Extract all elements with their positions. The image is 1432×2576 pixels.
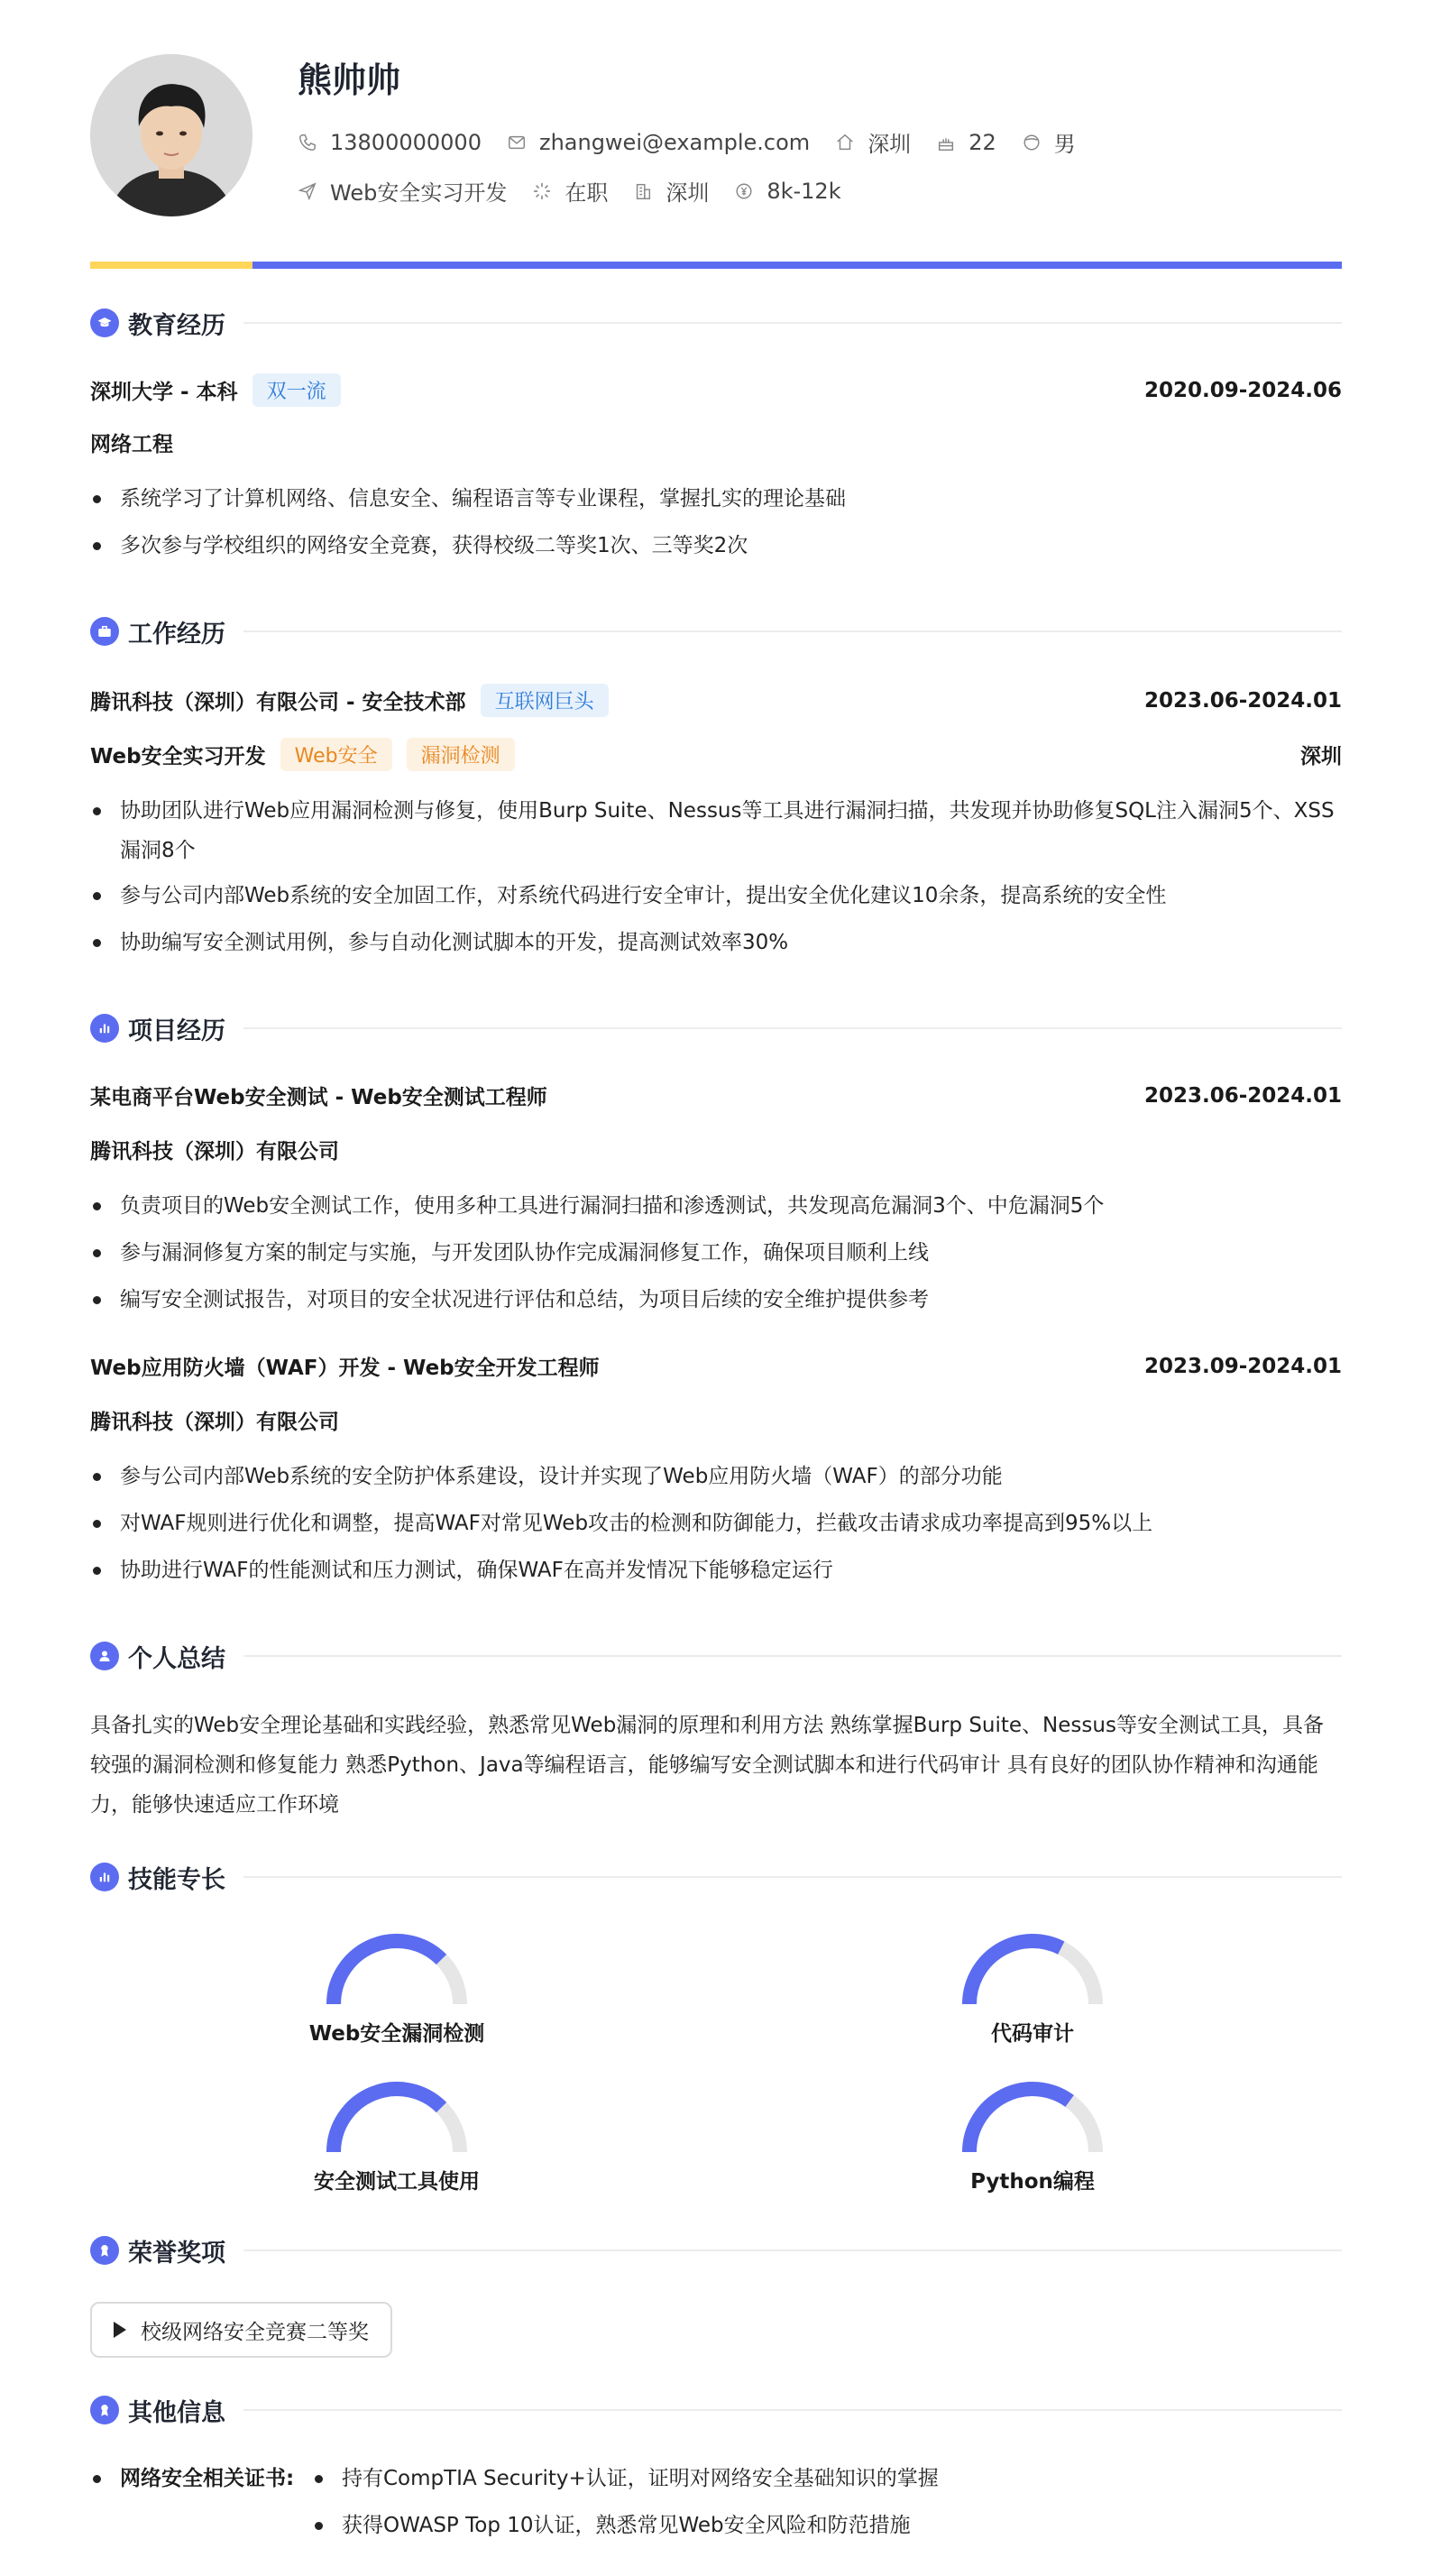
education-date: 2020.09-2024.06 xyxy=(1143,378,1342,402)
skill-gauge xyxy=(870,1921,1195,2047)
work-position-row xyxy=(90,738,1342,771)
section-projects-title: 项目经历 xyxy=(128,1017,225,1045)
list-item: 参与公司内部Web系统的安全加固工作，对系统代码进行安全审计，提出安全优化建议10余条，提高系统的安全性 xyxy=(90,876,1342,915)
status-item xyxy=(532,175,608,207)
bar-chart-icon xyxy=(90,1863,119,1891)
section-summary-title: 个人总结 xyxy=(128,1644,225,1673)
job-target-item xyxy=(298,175,507,207)
section-education-title: 教育经历 xyxy=(128,311,225,340)
home-icon xyxy=(835,133,855,152)
skill-gauge-arc xyxy=(951,2069,1114,2159)
section-projects-header xyxy=(90,1012,1342,1044)
section-divider xyxy=(243,1876,1342,1878)
graduation-cap-icon xyxy=(90,308,119,337)
gender-text: 男 xyxy=(1053,132,1076,157)
yen-coin-icon xyxy=(734,181,754,201)
list-item: 获得OWASP Top 10认证，熟悉常见Web安全风险和防范措施 xyxy=(312,2506,911,2545)
other-info-key: 网络安全相关证书: xyxy=(90,2459,294,2498)
project-date: 2023.09-2024.01 xyxy=(1143,1354,1342,1378)
header-divider-accent xyxy=(90,262,252,269)
gender-item xyxy=(1022,126,1076,158)
position-tag: Web安全 xyxy=(280,738,392,771)
project-company-row xyxy=(90,1135,1342,1164)
phone-icon xyxy=(298,133,317,152)
school-degree: 深圳大学 - 本科 xyxy=(90,381,238,404)
section-education-header xyxy=(90,307,1342,339)
project-header-row xyxy=(90,1081,1342,1110)
company-tag: 互联网巨头 xyxy=(481,684,609,717)
mail-icon xyxy=(507,133,527,152)
work-date: 2023.06-2024.01 xyxy=(1143,688,1342,713)
section-work-header xyxy=(90,615,1342,648)
project-name-role: 某电商平台Web安全测试 - Web安全测试工程师 xyxy=(90,1086,547,1109)
education-major-row xyxy=(90,428,1342,457)
briefcase-icon xyxy=(90,617,119,646)
skill-gauge-arc xyxy=(951,1921,1114,2011)
project-name-role: Web应用防火墙（WAF）开发 - Web安全开发工程师 xyxy=(90,1357,600,1380)
target-city-item xyxy=(633,175,709,207)
age-text: 22 xyxy=(968,129,996,155)
skill-gauge-arc xyxy=(316,2069,478,2159)
section-honors-title: 荣誉奖项 xyxy=(128,2239,225,2268)
paper-plane-icon xyxy=(298,181,317,201)
section-honors-header xyxy=(90,2234,1342,2267)
list-item: 协助进行WAF的性能测试和压力测试，确保WAF在高并发情况下能够稳定运行 xyxy=(90,1550,1342,1590)
list-item: 协助团队进行Web应用漏洞检测与修复，使用Burp Suite、Nessus等工具进行漏洞扫描，共发现并协助修复SQL注入漏洞5个、XSS漏洞8个 xyxy=(90,791,1342,870)
status-spinner-icon xyxy=(532,181,552,201)
contact-row xyxy=(298,126,1101,158)
list-item: 参与公司内部Web系统的安全防护体系建设，设计并实现了Web应用防火墙（WAF）的部分功能 xyxy=(90,1457,1342,1496)
list-item: 多次参与学校组织的网络安全竞赛，获得校级二等奖1次、三等奖2次 xyxy=(90,526,1342,566)
project-date: 2023.06-2024.01 xyxy=(1143,1083,1342,1108)
section-summary-header xyxy=(90,1640,1342,1672)
job-intent-row xyxy=(298,175,867,207)
section-divider xyxy=(243,2249,1342,2251)
job-target-text: Web安全实习开发 xyxy=(330,180,508,206)
list-item: 编写安全测试报告，对项目的安全状况进行评估和总结，为项目后续的安全维护提供参考 xyxy=(90,1280,1342,1320)
phone-item xyxy=(298,130,482,155)
skill-gauge xyxy=(234,1921,559,2047)
phone-text: 13800000000 xyxy=(330,129,482,155)
list-item: 负责项目的Web安全测试工作，使用多种工具进行漏洞扫描和渗透测试，共发现高危漏洞3个、中危漏洞5个 xyxy=(90,1186,1342,1226)
section-divider xyxy=(243,1027,1342,1029)
project-company: 腾讯科技（深圳）有限公司 xyxy=(90,1411,339,1434)
play-triangle-icon xyxy=(114,2322,126,2338)
education-school-row xyxy=(90,373,1342,407)
target-city-text: 深圳 xyxy=(666,180,710,206)
section-divider xyxy=(243,1655,1342,1657)
work-location: 深圳 xyxy=(1300,745,1342,768)
salary-item xyxy=(734,179,840,204)
email-item xyxy=(507,130,810,155)
section-other-header xyxy=(90,2394,1342,2426)
building-icon xyxy=(633,181,653,201)
gender-icon xyxy=(1022,133,1042,152)
skill-gauge xyxy=(234,2069,559,2194)
list-item: 对WAF规则进行优化和调整，提高WAF对常见Web攻击的检测和防御能力，拦截攻击请求成功率提高到95%以上 xyxy=(90,1504,1342,1543)
user-icon xyxy=(90,1642,119,1670)
major: 网络工程 xyxy=(90,433,173,456)
honor-item-label: 校级网络安全竞赛二等奖 xyxy=(141,2320,369,2344)
section-skills-title: 技能专长 xyxy=(128,1865,225,1894)
salary-text: 8k-12k xyxy=(766,178,841,204)
bar-chart-icon xyxy=(90,1014,119,1043)
list-item: 持有CompTIA Security+认证，证明对网络安全基础知识的掌握 xyxy=(312,2459,939,2498)
position: Web安全实习开发 xyxy=(90,745,266,768)
email-text: zhangwei@example.com xyxy=(538,129,811,155)
award-icon xyxy=(90,2236,119,2265)
skill-name: 安全测试工具使用 xyxy=(314,2170,480,2194)
list-item: 参与漏洞修复方案的制定与实施，与开发团队协作完成漏洞修复工作，确保项目顺利上线 xyxy=(90,1233,1342,1273)
section-work-title: 工作经历 xyxy=(128,620,225,649)
skill-gauge xyxy=(870,2069,1195,2194)
company-dept: 腾讯科技（深圳）有限公司 - 安全技术部 xyxy=(90,691,466,714)
section-divider xyxy=(243,322,1342,324)
header-divider xyxy=(90,262,1342,269)
summary-text: 具备扎实的Web安全理论基础和实践经验，熟悉常见Web漏洞的原理和利用方法 熟练掌握Burp Suite、Nessus等安全测试工具，具备较强的漏洞检测和修复能力 熟悉Python、Java等编程语言，能够编写安全测试脚本和进行代码审计 具有良好的团队协作精神和沟通能力，能够快速适应工作环境 xyxy=(90,1714,1324,1817)
project-header-row xyxy=(90,1351,1342,1381)
skill-gauge-arc xyxy=(316,1921,478,2011)
school-tag: 双一流 xyxy=(252,373,341,407)
award-icon xyxy=(90,2396,119,2424)
avatar xyxy=(90,54,252,216)
cake-icon xyxy=(936,133,956,152)
age-item xyxy=(936,130,996,155)
position-tag: 漏洞检测 xyxy=(407,738,515,771)
work-company-row xyxy=(90,684,1342,717)
city-item xyxy=(835,126,911,158)
project-company-row xyxy=(90,1405,1342,1435)
candidate-name: 熊帅帅 xyxy=(298,60,401,100)
avatar-portrait-icon xyxy=(90,54,252,216)
skill-name: Python编程 xyxy=(970,2170,1095,2194)
section-divider xyxy=(243,2409,1342,2411)
section-skills-header xyxy=(90,1861,1342,1893)
honor-item-button[interactable] xyxy=(90,2302,392,2358)
project-company: 腾讯科技（深圳）有限公司 xyxy=(90,1140,339,1164)
skill-name: 代码审计 xyxy=(991,2022,1074,2046)
city-text: 深圳 xyxy=(867,132,912,157)
list-item: 协助编写安全测试用例，参与自动化测试脚本的开发，提高测试效率30% xyxy=(90,923,1342,962)
skill-name: Web安全漏洞检测 xyxy=(308,2022,485,2046)
section-divider xyxy=(243,630,1342,632)
list-item: 系统学习了计算机网络、信息安全、编程语言等专业课程，掌握扎实的理论基础 xyxy=(90,479,1342,519)
section-other-title: 其他信息 xyxy=(128,2398,225,2427)
status-text: 在职 xyxy=(565,180,609,206)
